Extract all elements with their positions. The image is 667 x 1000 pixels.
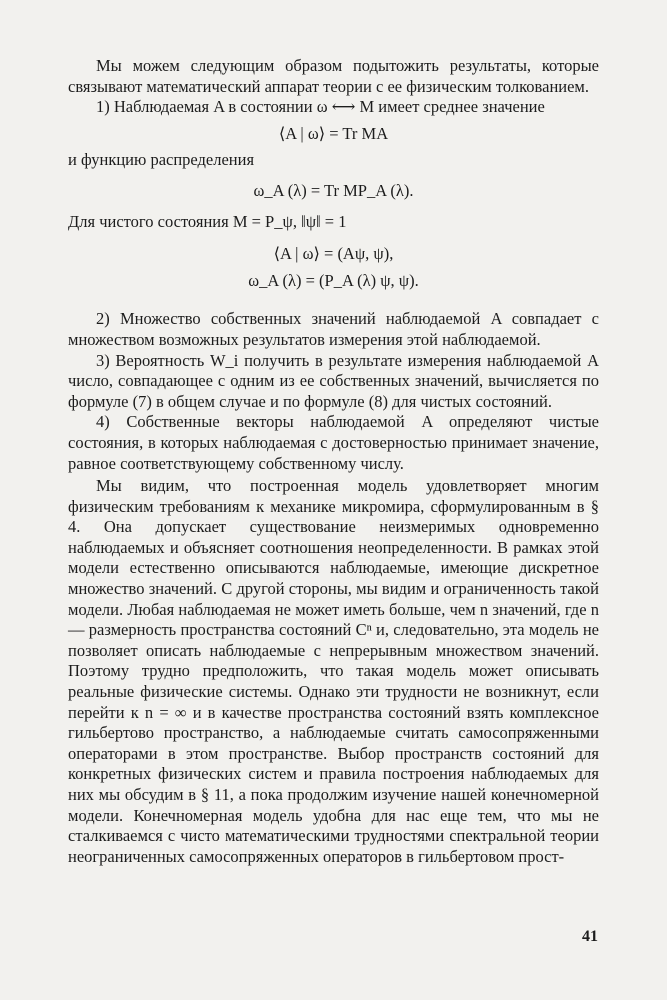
intro-paragraph: Мы можем следующим образом подытожить результаты, которые связывают математический аппарат теории с ее физическим толкованием. — [68, 56, 599, 96]
page-number: 41 — [582, 928, 598, 945]
formula-pure-distribution: ω_A (λ) = (P_A (λ) ψ, ψ). — [248, 270, 419, 290]
pure-state-line: Для чистого состояния M = P_ψ, ‖ψ‖ = 1 — [68, 211, 347, 231]
item-3-paragraph: 3) Вероятность W_i получить в результате измерения наблюдаемой A число, совпадающее с одним из ее собственных значений, вычисляется по формуле (7) в общем случае и по формуле (8) для чистых состояний. — [68, 350, 599, 411]
distribution-intro: и функцию распределения — [68, 150, 255, 170]
formula-distribution: ω_A (λ) = Tr MP_A (λ). — [253, 180, 414, 200]
item-4-paragraph: 4) Собственные векторы наблюдаемой A определяют чистые состояния, в которых наблюдаемая с достоверностью принимает значение, равное соответствующему собственному числу. — [68, 412, 599, 473]
formula-mean-value: ⟨A | ω⟩ = Tr MA — [278, 123, 389, 143]
conclusion-paragraph: Мы видим, что построенная модель удовлетворяет многим физическим требованиям к механике микромира, сформулированным в § 4. Она допускает существование неизмеримых одновременно наблюдаемых и объясняет соотношения неопределенности. В рамках этой модели естественно описываются наблюдаемые, имеющие дискретное множество значений. С другой стороны, мы видим и ограниченность такой модели. Любая наблюдаемая не может иметь больше, чем n значений, где n — размерность пространства состояний Cⁿ и, следовательно, эта модель не позволяет описать наблюдаемые с непрерывным множеством значений. Поэтому трудно предположить, что такая модель может описывать реальные физические системы. Однако эти трудности не возникнут, если перейти к n = ∞ и в качестве пространства состояний взять комплексное гильбертово пространство, а наблюдаемые считать самосопряженными операторами в этом пространстве. Выбор пространств состояний для конкретных физических систем и правила построения наблюдаемых для них мы обсудим в § 11, а пока продолжим изучение нашей конечномерной модели. Конечномерная модель удобна для нас еще тем, что мы не сталкиваемся с чисто математическими трудностями спектральной теории неограниченных самосопряженных операторов в гильбертовом прост- — [68, 476, 599, 866]
formula-pure-mean: ⟨A | ω⟩ = (Aψ, ψ), — [273, 244, 394, 264]
item-2-paragraph: 2) Множество собственных значений наблюдаемой A совпадает с множеством возможных результатов измерения этой наблюдаемой. — [68, 309, 599, 349]
main-text — [68, 56, 599, 867]
item-1-paragraph: 1) Наблюдаемая A в состоянии ω ⟷ M имеет среднее значение — [96, 97, 545, 117]
